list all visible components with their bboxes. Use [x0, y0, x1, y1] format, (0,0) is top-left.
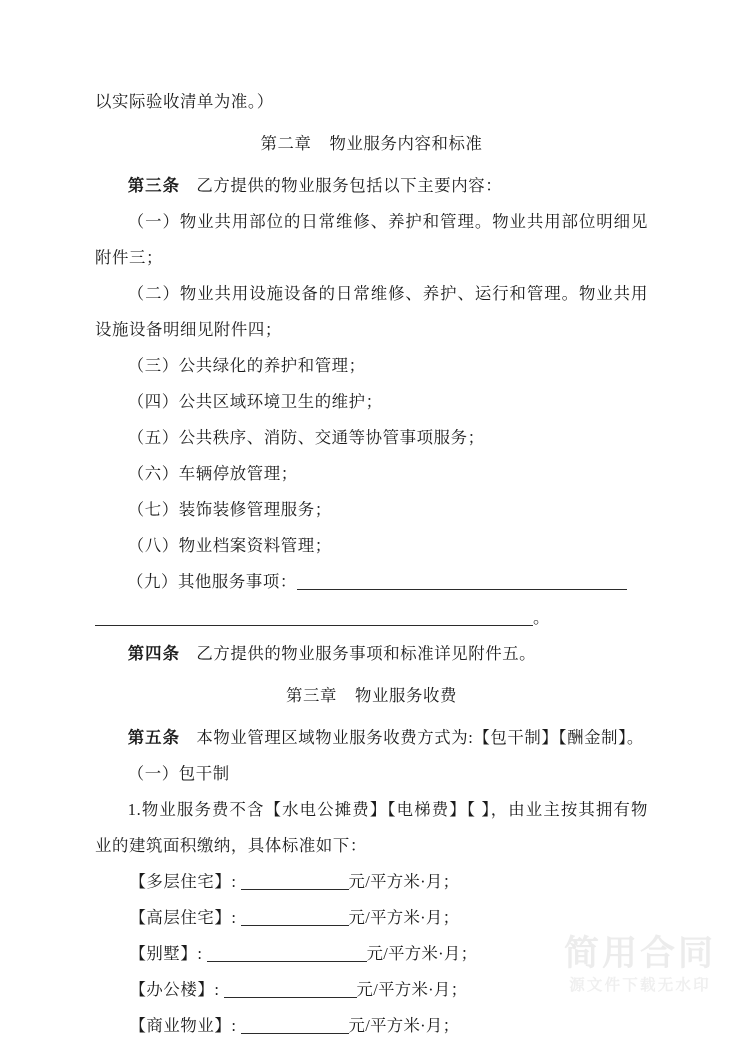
- article-5-number: 第五条: [127, 728, 180, 747]
- article-3-text: 乙方提供的物业服务包括以下主要内容：: [196, 176, 503, 195]
- other-services-blank-continuation-row: [95, 600, 648, 636]
- article-4-number: 第四条: [127, 644, 180, 663]
- service-item: （四）公共区域环境卫生的维护；: [127, 392, 383, 411]
- fee-label: 【商业物业】:: [129, 1016, 237, 1035]
- article-4-paragraph: [95, 636, 648, 672]
- other-services-blank-field-continued[interactable]: [95, 625, 533, 626]
- fee-label: 【办公楼】:: [129, 980, 220, 999]
- fee-value-field[interactable]: [241, 889, 349, 890]
- article-5-paragraph: [95, 720, 648, 756]
- article-3-number: 第三条: [127, 176, 180, 195]
- fee-row: [95, 936, 648, 972]
- fee-label: 【高层住宅】:: [129, 908, 237, 927]
- service-item-nine-label: （九）其他服务事项：: [126, 572, 297, 591]
- service-item: （二）物业共用设施设备的日常维修、养护、运行和管理。物业共用设施设备明细见附件四；: [95, 284, 648, 339]
- service-item: （三）公共绿化的养护和管理；: [127, 356, 366, 375]
- fee-label: 【多层住宅】:: [129, 872, 237, 891]
- subsection-one-heading: （一）包干制: [127, 764, 230, 783]
- watermark-title: 简用合同: [563, 933, 716, 974]
- service-item: （六）车辆停放管理；: [127, 464, 298, 483]
- document-body: [95, 84, 648, 1044]
- fee-row: [95, 972, 648, 1008]
- service-item-nine: [95, 564, 648, 600]
- chapter-2-heading: [95, 126, 648, 162]
- article-3-paragraph: [95, 168, 648, 204]
- service-item: （一）物业共用部位的日常维修、养护和管理。物业共用部位明细见附件三；: [95, 212, 648, 267]
- fee-value-field[interactable]: [224, 997, 357, 998]
- fee-unit: 元/平方米·月；: [348, 1016, 460, 1035]
- clause-1-paragraph: 1.物业服务费不含【水电公摊费】【电梯费】【 】，由业主按其拥有物业的建筑面积缴纳，具体标准如下：: [95, 800, 648, 855]
- article-5-text: 本物业管理区域物业服务收费方式为:【包干制】【酬金制】。: [196, 728, 644, 747]
- article-4-text: 乙方提供的物业服务事项和标准详见附件五。: [196, 644, 537, 663]
- fee-unit: 元/平方米·月；: [356, 980, 468, 999]
- fee-unit: 元/平方米·月；: [366, 944, 478, 963]
- fee-label: 【别墅】:: [129, 944, 203, 963]
- fee-value-field[interactable]: [241, 925, 349, 926]
- service-item: （八）物业档案资料管理；: [127, 536, 332, 555]
- other-services-blank-field[interactable]: [297, 589, 627, 590]
- fee-value-field[interactable]: [241, 1033, 349, 1034]
- fee-value-field[interactable]: [207, 961, 367, 962]
- chapter-3-number: 第三章: [286, 686, 337, 705]
- chapter-3-title: 物业服务收费: [355, 686, 457, 705]
- fee-unit: 元/平方米·月；: [348, 908, 460, 927]
- chapter-3-heading: [95, 678, 648, 714]
- fee-row: [95, 900, 648, 936]
- chapter-2-title: 物业服务内容和标准: [329, 134, 483, 153]
- chapter-2-number: 第二章: [260, 134, 312, 153]
- service-item: （七）装饰装修管理服务；: [127, 500, 332, 519]
- fee-unit: 元/平方米·月；: [348, 872, 460, 891]
- watermark-subtitle: 源文件下载无水印: [569, 975, 711, 994]
- fee-row: [95, 1008, 648, 1044]
- service-item: （五）公共秩序、消防、交通等协管事项服务；: [127, 428, 485, 447]
- other-services-period: 。: [533, 608, 550, 627]
- fee-row: [95, 864, 648, 900]
- carryover-line: 以实际验收清单为准。）: [95, 92, 274, 111]
